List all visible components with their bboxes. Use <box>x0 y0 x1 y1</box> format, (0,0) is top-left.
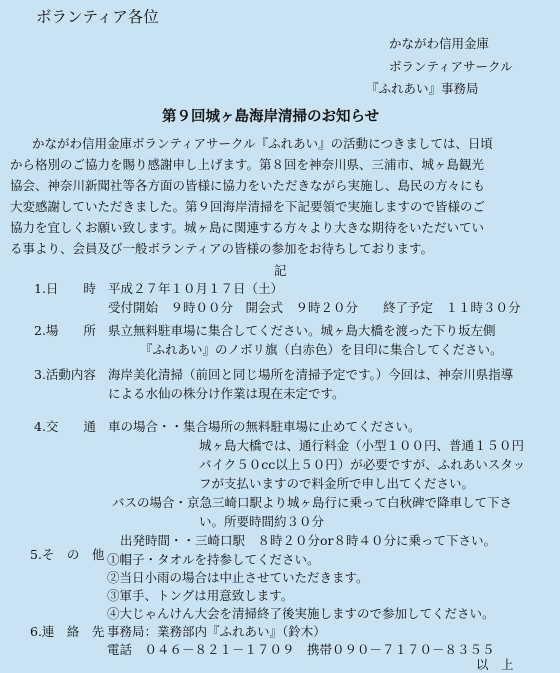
other-item-4: ④大じゃんけん大会を清掃終了後実施しますので参加してください。 <box>107 606 495 621</box>
intro-line-2: から格別のご協力を賜り感謝申し上げます。第８回を神奈川県、三浦市、城ヶ島観光 <box>10 157 485 172</box>
transport-toll-line-1: 城ヶ島大橋では、通行料金（小型１００円、普通１５０円 <box>199 438 525 453</box>
contact-phone: 電話 ０４６－８２１－１７０９ 携帯０９０－７１７０－８３５５ <box>107 642 495 657</box>
transport-toll-line-2: バイク５０cc以上５０円）が必要ですが、ふれあいスタッ <box>199 457 526 472</box>
sender-line-1: かながわ信用金庫 <box>389 36 490 51</box>
datetime-label: 1.日 時 <box>34 281 96 296</box>
transport-car: 車の場合・・集合場所の無料駐車場に止めてください。 <box>108 419 421 434</box>
contact-label: 6.連 絡 先 <box>30 624 105 639</box>
transport-departure: 出発時間・・三崎口駅 ８時２０分or８時４０分に乗って下さい。 <box>120 533 497 548</box>
intro-line-4: 大変感謝していただきました。第９回海岸清掃を下記要領で実施しますので皆様のご <box>10 199 486 214</box>
intro-line-5: 協力を宜しくお願い致します。城ヶ島に関連する方々より大きな期待をいただいてい <box>10 220 485 235</box>
ki-mark: 記 <box>274 263 287 278</box>
intro-line-6: る事より、会員及び一般ボランティアの皆様の参加をお待ちしております。 <box>10 241 434 256</box>
transport-label: 4.交 通 <box>34 419 96 434</box>
sender-line-2: ボランティアサークル <box>389 59 513 74</box>
place-line-2: 『ふれあい』のノボリ旗（白赤色）を目印に集合してください。 <box>140 342 503 357</box>
transport-bus-line-1: バスの場合・京急三崎口駅より城ヶ島行に乗って白秋碑で降車して下さ <box>112 495 513 510</box>
contact-office: 事務局：業務部内『ふれあい』（鈴木） <box>107 624 326 639</box>
other-item-1: ①帽子・タオルを持参してください。 <box>107 552 320 567</box>
event-times: 受付開始 ９時００分 開会式 ９時２０分 終了予定 １１時３０分 <box>108 300 521 315</box>
page-title: 第９回城ヶ島海岸清掃のお知らせ <box>162 109 380 125</box>
place-line-1: 県立無料駐車場に集合してください。城ヶ島大橋を渡った下り坂左側 <box>108 323 496 338</box>
closing: 以 上 <box>476 657 514 672</box>
other-label: 5.そ の 他 <box>30 547 105 562</box>
place-label: 2.場 所 <box>34 323 96 338</box>
event-date: 平成２７年１０月１７日（土） <box>108 281 284 296</box>
other-item-2: ②当日小雨の場合は中止させていただきます。 <box>107 570 369 585</box>
transport-bus-line-2: い。所要時間約３０分 <box>199 514 325 529</box>
recipient: ボランティア各位 <box>36 8 159 26</box>
activity-line-2: による水仙の株分け作業は現在未定です。 <box>108 386 345 401</box>
sender-line-3: 『ふれあい』事務局 <box>366 81 479 96</box>
intro-line-3: 協会、神奈川新聞社等各方面の皆様に協力をいただきながら実施し、島民の方々にも <box>10 178 486 193</box>
activity-label: 3.活動内容 <box>34 367 96 382</box>
activity-line-1: 海岸美化清掃（前回と同じ場所を清掃予定です。）今回は、神奈川県指導 <box>108 367 514 382</box>
other-item-3: ③軍手、トングは用意致します。 <box>107 588 294 603</box>
transport-toll-line-3: フが支払いますので料金所で申し出てください。 <box>199 476 475 491</box>
intro-line-1: かながわ信用金庫ボランティアサークル『ふれあい』の活動につきましては、日頃 <box>32 136 493 151</box>
